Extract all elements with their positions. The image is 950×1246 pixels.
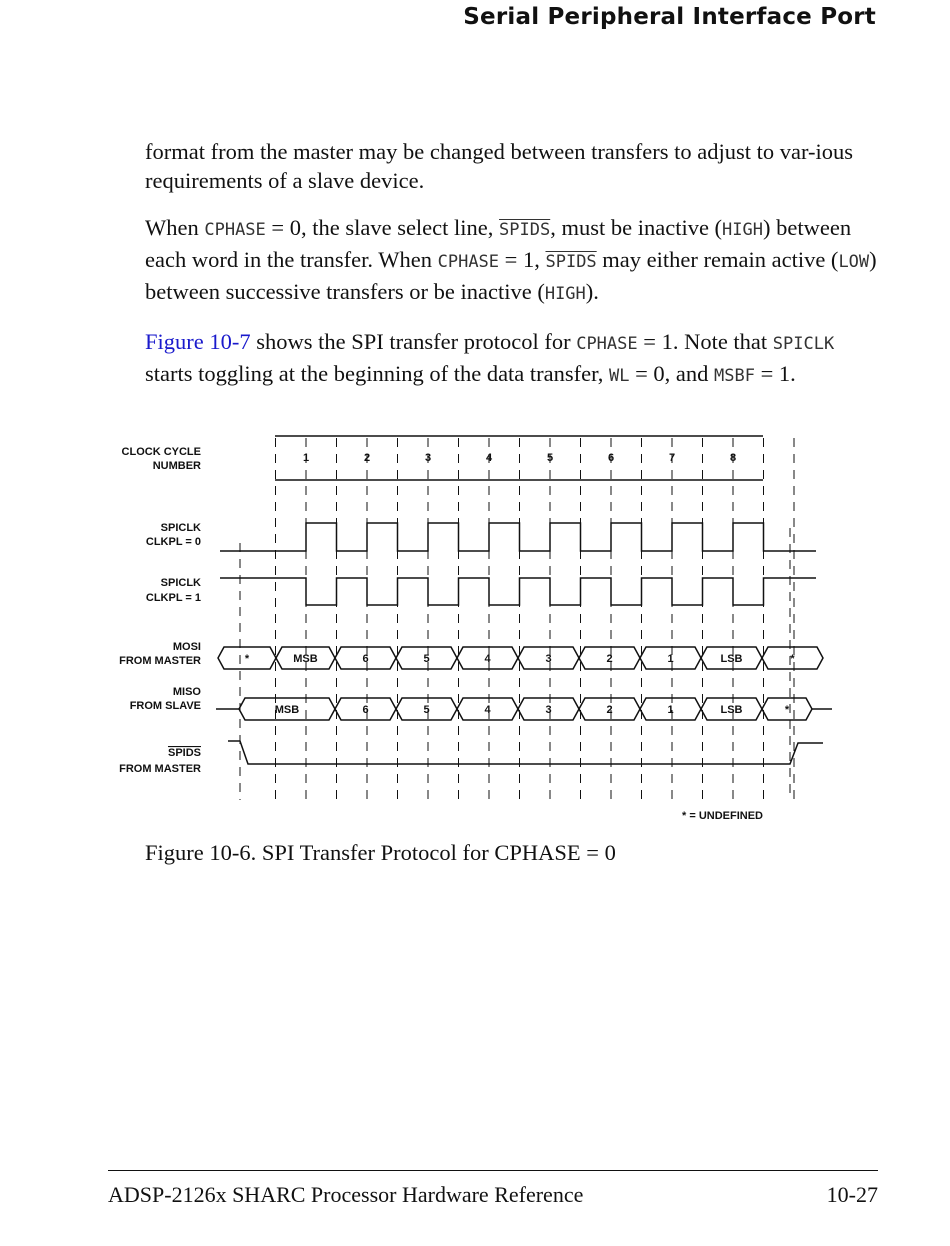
label-clkpl1: CLKPL = 1 [145, 592, 201, 604]
cphase-code: CPHASE [437, 252, 500, 272]
p2-text: ). [585, 279, 599, 304]
label-spids: SPIDS [167, 747, 201, 759]
label-clock-cycle: CLOCK CYCLE [121, 446, 201, 458]
footer-rule [108, 1170, 878, 1171]
cycle-number: 5 [546, 452, 554, 464]
mosi-bit: 5 [423, 653, 430, 665]
miso-bit: 4 [484, 704, 491, 716]
miso-bit: MSB [274, 704, 300, 716]
cycle-number: 8 [729, 452, 737, 464]
miso-bit: 3 [545, 704, 552, 716]
footer-book-title: ADSP-2126x SHARC Processor Hardware Reference [108, 1182, 584, 1207]
body-text [145, 137, 880, 409]
page-number: 10-27 [826, 1182, 878, 1207]
running-header: Serial Peripheral Interface Port [463, 4, 876, 30]
mosi-bit: * [244, 653, 250, 665]
p2-text: , must be inactive ( [550, 215, 723, 240]
label-spiclk: SPICLK [160, 577, 201, 589]
miso-bit: 1 [667, 704, 674, 716]
mosi-bit: 4 [484, 653, 491, 665]
p2-text: = 0, the slave select line, [265, 215, 500, 240]
miso-bit: LSB [720, 704, 743, 716]
spids-waveform [228, 741, 823, 764]
high-code: HIGH [722, 220, 763, 240]
undefined-note: * = UNDEFINED [682, 810, 763, 822]
label-from-master: FROM MASTER [119, 655, 201, 667]
spids-code: SPIDS [499, 220, 551, 240]
figure-caption: Figure 10-6. SPI Transfer Protocol for CPHASE = 0 [145, 840, 616, 865]
miso-bit: 5 [423, 704, 430, 716]
wl-code: WL [608, 366, 630, 386]
mosi-bit: 2 [606, 653, 613, 665]
paragraph-1: format from the master may be changed between transfers to adjust to var-ious requirements of a slave device. [145, 139, 854, 193]
label-spiclk: SPICLK [160, 522, 201, 534]
label-from-slave: FROM SLAVE [129, 700, 201, 712]
figure-10-7-link[interactable]: Figure 10-7 [145, 329, 251, 354]
miso-bit: 6 [362, 704, 369, 716]
spi-timing-diagram [100, 428, 840, 828]
spiclk-clkpl1-waveform [220, 578, 816, 605]
mosi-bit: 3 [545, 653, 552, 665]
label-clkpl0: CLKPL = 0 [145, 536, 201, 548]
label-clock-cycle-number: NUMBER [152, 460, 201, 472]
spiclk-code: SPICLK [772, 334, 835, 354]
label-mosi: MOSI [172, 641, 201, 653]
mosi-bit: * [790, 653, 795, 665]
p2-text: ) between each word in the transfer. When [145, 215, 852, 272]
p3-text: shows the SPI transfer protocol for [250, 329, 577, 354]
mosi-bit: LSB [720, 653, 743, 665]
high-code: HIGH [544, 284, 586, 304]
cycle-number: 3 [424, 452, 432, 464]
p3-text: = 0, and [629, 361, 715, 386]
spiclk-clkpl0-waveform [220, 523, 816, 551]
cycle-number: 1 [302, 452, 310, 464]
miso-bit: * [784, 704, 790, 716]
mosi-bit: MSB [293, 653, 318, 665]
p2-text: When [145, 215, 205, 240]
mosi-bit: 6 [362, 653, 369, 665]
label-miso: MISO [172, 686, 201, 698]
p2-text: ) between successive transfers or be inactive ( [145, 247, 877, 304]
msbf-code: MSBF [714, 366, 755, 386]
paragraph-3 [145, 327, 880, 391]
p2-text: = 1, [499, 247, 546, 272]
p3-text: = 1. Note that [637, 329, 773, 354]
miso-bit: 2 [606, 704, 613, 716]
label-from-master: FROM MASTER [119, 763, 201, 775]
p3-text: starts toggling at the beginning of the data transfer, [145, 361, 609, 386]
cycle-number: 6 [607, 452, 615, 464]
cycle-number: 2 [363, 452, 371, 464]
cphase-code: CPHASE [204, 220, 266, 240]
low-code: LOW [838, 252, 870, 272]
p2-text: may either remain active ( [596, 247, 839, 272]
p3-text: = 1. [754, 361, 796, 386]
spids-code: SPIDS [545, 252, 597, 272]
cphase-code: CPHASE [576, 334, 638, 354]
cycle-number: 7 [668, 452, 676, 464]
paragraph-2 [145, 213, 880, 309]
mosi-bit: 1 [667, 653, 674, 665]
cycle-number: 4 [485, 452, 493, 464]
